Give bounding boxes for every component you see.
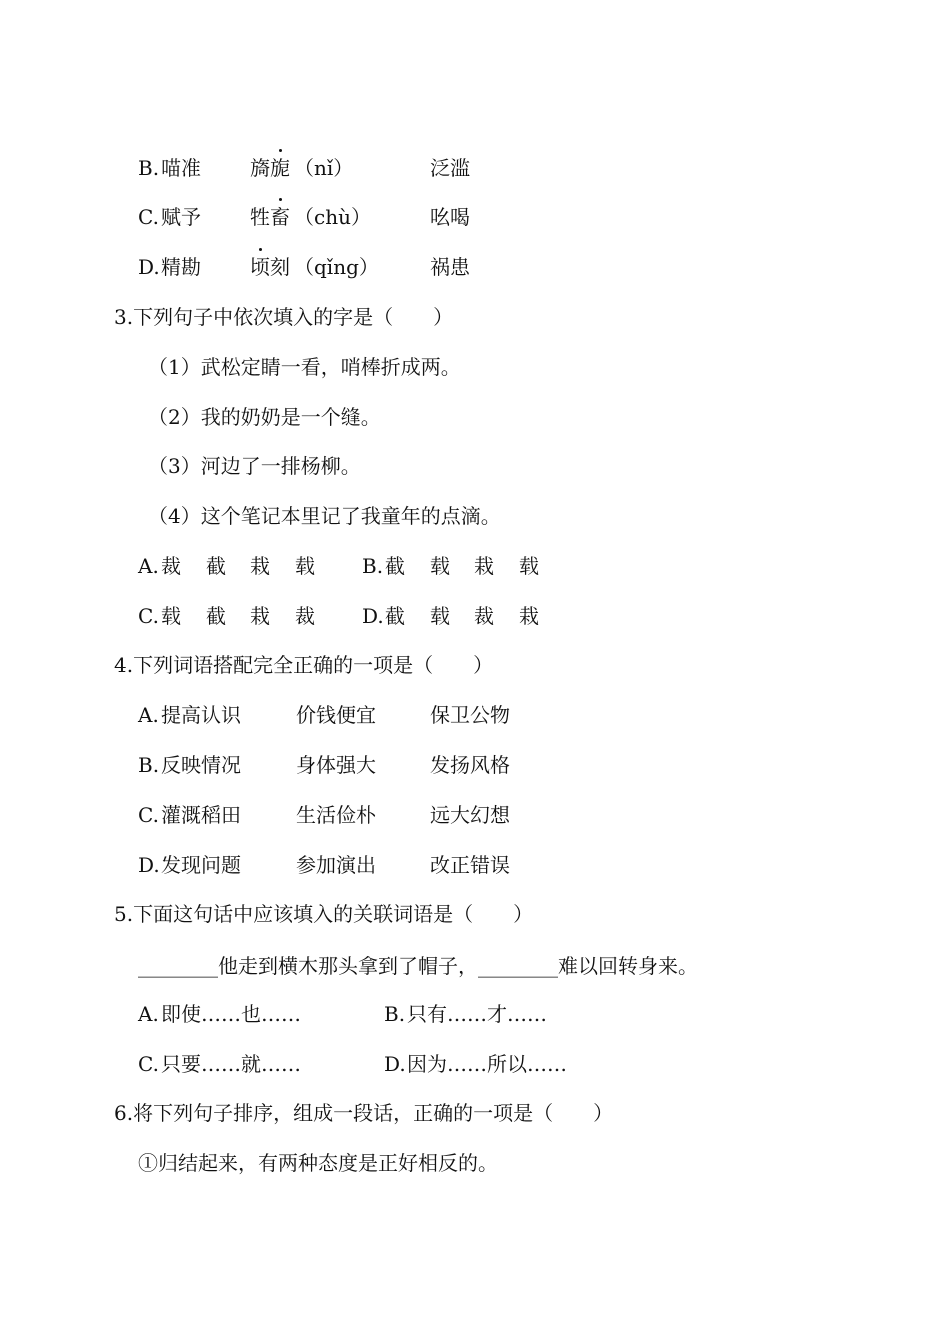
pinyin: （nǐ） — [294, 156, 354, 180]
option-letter: A. — [138, 554, 159, 578]
q5-options-row-2 — [138, 1049, 567, 1079]
q4-option-c — [138, 800, 510, 830]
option-letter: C. — [138, 205, 159, 229]
option-letter: B. — [138, 753, 160, 777]
option-letter: A. — [138, 1002, 159, 1026]
plain-char: 牲 — [250, 205, 270, 229]
q3-sentence: （1）武松定睛一看，哨棒折成两。 — [148, 355, 461, 379]
option-text: 只要……就…… — [161, 1052, 301, 1076]
option-letter: C. — [138, 803, 159, 827]
option-word: 喵准 — [161, 156, 201, 180]
option-letter: D. — [138, 255, 160, 279]
q4-option-b — [138, 750, 510, 780]
option-word: 吆喝 — [430, 205, 470, 229]
option-word: 保卫公物 — [430, 703, 510, 727]
option-char: 栽 — [519, 604, 539, 628]
option-text: 即使……也…… — [161, 1002, 301, 1026]
option-char: 截 — [206, 554, 226, 578]
option-word: 泛滥 — [430, 156, 470, 180]
option-word: 赋予 — [161, 205, 201, 229]
option-char: 载 — [430, 554, 450, 578]
q4-option-a — [138, 700, 510, 730]
option-letter: C. — [138, 604, 159, 628]
question-6-title: 6.将下列句子排序，组成一段话，正确的一项是（ ） — [114, 1101, 614, 1125]
option-letter: B. — [138, 156, 160, 180]
option-char: 裁 — [474, 604, 494, 628]
option-char: 裁 — [161, 554, 181, 578]
option-word: 身体强大 — [296, 753, 376, 777]
question-5-title: 5.下面这句话中应该填入的关联词语是（ ） — [114, 902, 534, 926]
q4-option-d — [138, 850, 510, 880]
q2-option-d — [138, 252, 470, 282]
pinyin: （chù） — [294, 205, 371, 229]
option-word: 发扬风格 — [430, 753, 510, 777]
option-word: 反映情况 — [161, 753, 241, 777]
option-char: 截 — [385, 554, 405, 578]
q2-option-b — [138, 153, 470, 183]
option-word: 生活俭朴 — [296, 803, 376, 827]
q3-options-row-1 — [138, 551, 539, 581]
q3-sentence: （3）河边了一排杨柳。 — [148, 454, 361, 478]
option-char: 栽 — [250, 554, 270, 578]
question-4-title: 4.下列词语搭配完全正确的一项是（ ） — [114, 653, 494, 677]
option-char: 截 — [206, 604, 226, 628]
option-word-with-dot — [250, 252, 290, 282]
q5-sentence: ________他走到横木那头拿到了帽子，________难以回转身来。 — [138, 954, 698, 978]
option-letter: B. — [384, 1002, 406, 1026]
option-char: 裁 — [295, 604, 315, 628]
q3-options-row-2 — [138, 601, 539, 631]
option-letter: B. — [362, 554, 384, 578]
option-word: 远大幻想 — [430, 803, 510, 827]
option-letter: C. — [138, 1052, 159, 1076]
option-char: 载 — [430, 604, 450, 628]
q2-option-c — [138, 202, 470, 232]
option-char: 载 — [161, 604, 181, 628]
option-text: 因为……所以…… — [407, 1052, 567, 1076]
question-3-title: 3.下列句子中依次填入的字是（ ） — [114, 305, 454, 329]
option-word: 灌溉稻田 — [161, 803, 241, 827]
option-word: 精勘 — [161, 255, 201, 279]
option-char: 载 — [295, 554, 315, 578]
option-char: 栽 — [250, 604, 270, 628]
option-word: 提高认识 — [161, 703, 241, 727]
q3-sentence: （2）我的奶奶是一个缝。 — [148, 405, 381, 429]
pinyin: （qǐng） — [294, 255, 379, 279]
option-char: 栽 — [474, 554, 494, 578]
dotted-char: 旎 — [270, 153, 290, 183]
option-text: 只有……才…… — [407, 1002, 547, 1026]
plain-char: 旖 — [250, 156, 270, 180]
option-letter: A. — [138, 703, 159, 727]
option-word: 参加演出 — [296, 853, 376, 877]
option-letter: D. — [362, 604, 384, 628]
q5-options-row-1 — [138, 999, 547, 1029]
option-word: 发现问题 — [161, 853, 241, 877]
dotted-char: 畜 — [270, 202, 290, 232]
dotted-char: 顷 — [250, 252, 270, 282]
option-word-with-dot — [250, 153, 290, 183]
option-word: 祸患 — [430, 255, 470, 279]
q6-sentence: ①归结起来，有两种态度是正好相反的。 — [138, 1151, 498, 1175]
option-letter: D. — [384, 1052, 406, 1076]
option-word-with-dot — [250, 202, 290, 232]
option-char: 载 — [519, 554, 539, 578]
plain-char: 刻 — [270, 255, 290, 279]
option-word: 价钱便宜 — [296, 703, 376, 727]
q3-sentence: （4）这个笔记本里记了我童年的点滴。 — [148, 504, 501, 528]
option-word: 改正错误 — [430, 853, 510, 877]
option-letter: D. — [138, 853, 160, 877]
option-char: 截 — [385, 604, 405, 628]
